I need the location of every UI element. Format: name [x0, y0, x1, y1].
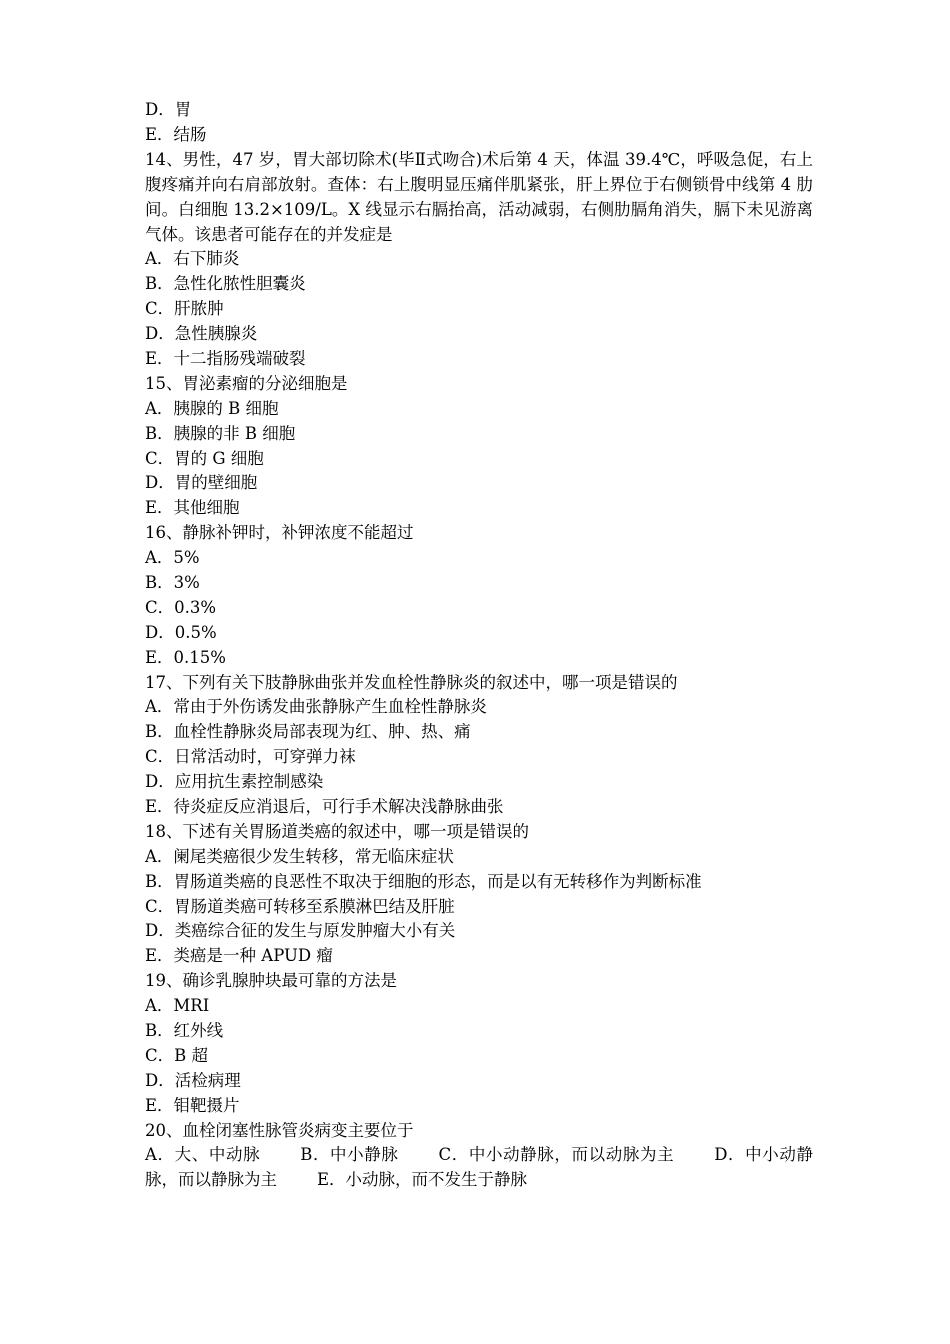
- question-20-stem: 20、血栓闭塞性脉管炎病变主要位于: [145, 1120, 414, 1140]
- question-20-option-a: A．大、中动脉: [145, 1145, 261, 1165]
- question-20-option-e: E．小动脉，而不发生于静脉: [317, 1170, 528, 1190]
- question-14-stem: 14、男性，47 岁，胃大部切除术(毕Ⅱ式吻合)术后第 4 天，体温 39.4℃，呼吸急促，右上腹疼痛并向右肩部放射。查体：右上腹明显压痛伴肌紧张，肝上界位于右侧锁骨中线第 4 肋间。白细胞 13.2×109/L。X 线显示右膈抬高，活动减弱，右侧肋膈角消失，膈下未见游离气体。该患者可能存在的并发症是: [145, 149, 813, 244]
- question-20-options: [145, 1143, 813, 1193]
- question-18-stem: 18、下述有关胃肠道类癌的叙述中，哪一项是错误的: [145, 821, 529, 841]
- question-19-stem: 19、确诊乳腺肿块最可靠的方法是: [145, 971, 397, 991]
- question-15-option-b: B．胰腺的非 B 细胞: [145, 423, 296, 443]
- question-14-option-b: B．急性化脓性胆囊炎: [145, 274, 306, 294]
- question-19-option-a: A．MRI: [145, 996, 210, 1016]
- question-18-option-c: C．胃肠道类癌可转移至系膜淋巴结及肝脏: [145, 896, 455, 916]
- question-18-option-b: B．胃肠道类癌的良恶性不取决于细胞的形态，而是以有无转移作为判断标准: [145, 871, 702, 891]
- question-15-option-e: E．其他细胞: [145, 498, 240, 518]
- question-16-stem: 16、静脉补钾时，补钾浓度不能超过: [145, 523, 414, 543]
- question-17-stem: 17、下列有关下肢静脉曲张并发血栓性静脉炎的叙述中，哪一项是错误的: [145, 672, 678, 692]
- question-18-option-e: E．类癌是一种 APUD 瘤: [145, 946, 333, 966]
- question-16-option-c: C．0.3%: [145, 597, 217, 617]
- question-16-option-e: E．0.15%: [145, 647, 226, 667]
- question-14-option-c: C．肝脓肿: [145, 299, 224, 319]
- question-17-option-e: E．待炎症反应消退后，可行手术解决浅静脉曲张: [145, 797, 504, 816]
- question-15-option-c: C．胃的 G 细胞: [145, 448, 264, 468]
- question-18-option-a: A．阑尾类癌很少发生转移，常无临床症状: [145, 846, 454, 866]
- question-17-option-a: A．常由于外伤诱发曲张静脉产生血栓性静脉炎: [145, 697, 487, 717]
- question-15-stem: 15、胃泌素瘤的分泌细胞是: [145, 373, 348, 393]
- question-17-option-d: D．应用抗生素控制感染: [145, 772, 324, 792]
- question-19-option-d: D．活检病理: [145, 1070, 241, 1090]
- question-16-option-a: A．5%: [145, 548, 200, 568]
- question-15-option-d: D．胃的壁细胞: [145, 473, 258, 493]
- question-18-option-d: D．类癌综合征的发生与原发肿瘤大小有关: [145, 921, 456, 941]
- question-16-option-b: B．3%: [145, 572, 200, 592]
- question-15-option-a: A．胰腺的 B 细胞: [145, 398, 279, 418]
- question-20-option-b: B．中小静脉: [300, 1145, 399, 1165]
- document-page: [145, 98, 813, 1193]
- question-20-option-d: D．中小动静脉，而以静脉为主: [145, 1145, 813, 1190]
- question-19-option-e: E．钼靶摄片: [145, 1095, 240, 1115]
- question-16-option-d: D．0.5%: [145, 622, 217, 642]
- option-line: E．结肠: [145, 124, 207, 144]
- question-14-option-d: D．急性胰腺炎: [145, 324, 258, 344]
- question-17-option-c: C．日常活动时，可穿弹力袜: [145, 747, 356, 767]
- question-19-option-b: B．红外线: [145, 1021, 224, 1041]
- question-14-option-e: E．十二指肠残端破裂: [145, 348, 306, 368]
- question-19-option-c: C．B 超: [145, 1045, 208, 1065]
- question-17-option-b: B．血栓性静脉炎局部表现为红、肿、热、痛: [145, 722, 471, 742]
- question-14-option-a: A．右下肺炎: [145, 249, 240, 269]
- option-line: D．胃: [145, 100, 192, 119]
- question-20-option-c: C．中小动静脉，而以动脉为主: [438, 1145, 675, 1165]
